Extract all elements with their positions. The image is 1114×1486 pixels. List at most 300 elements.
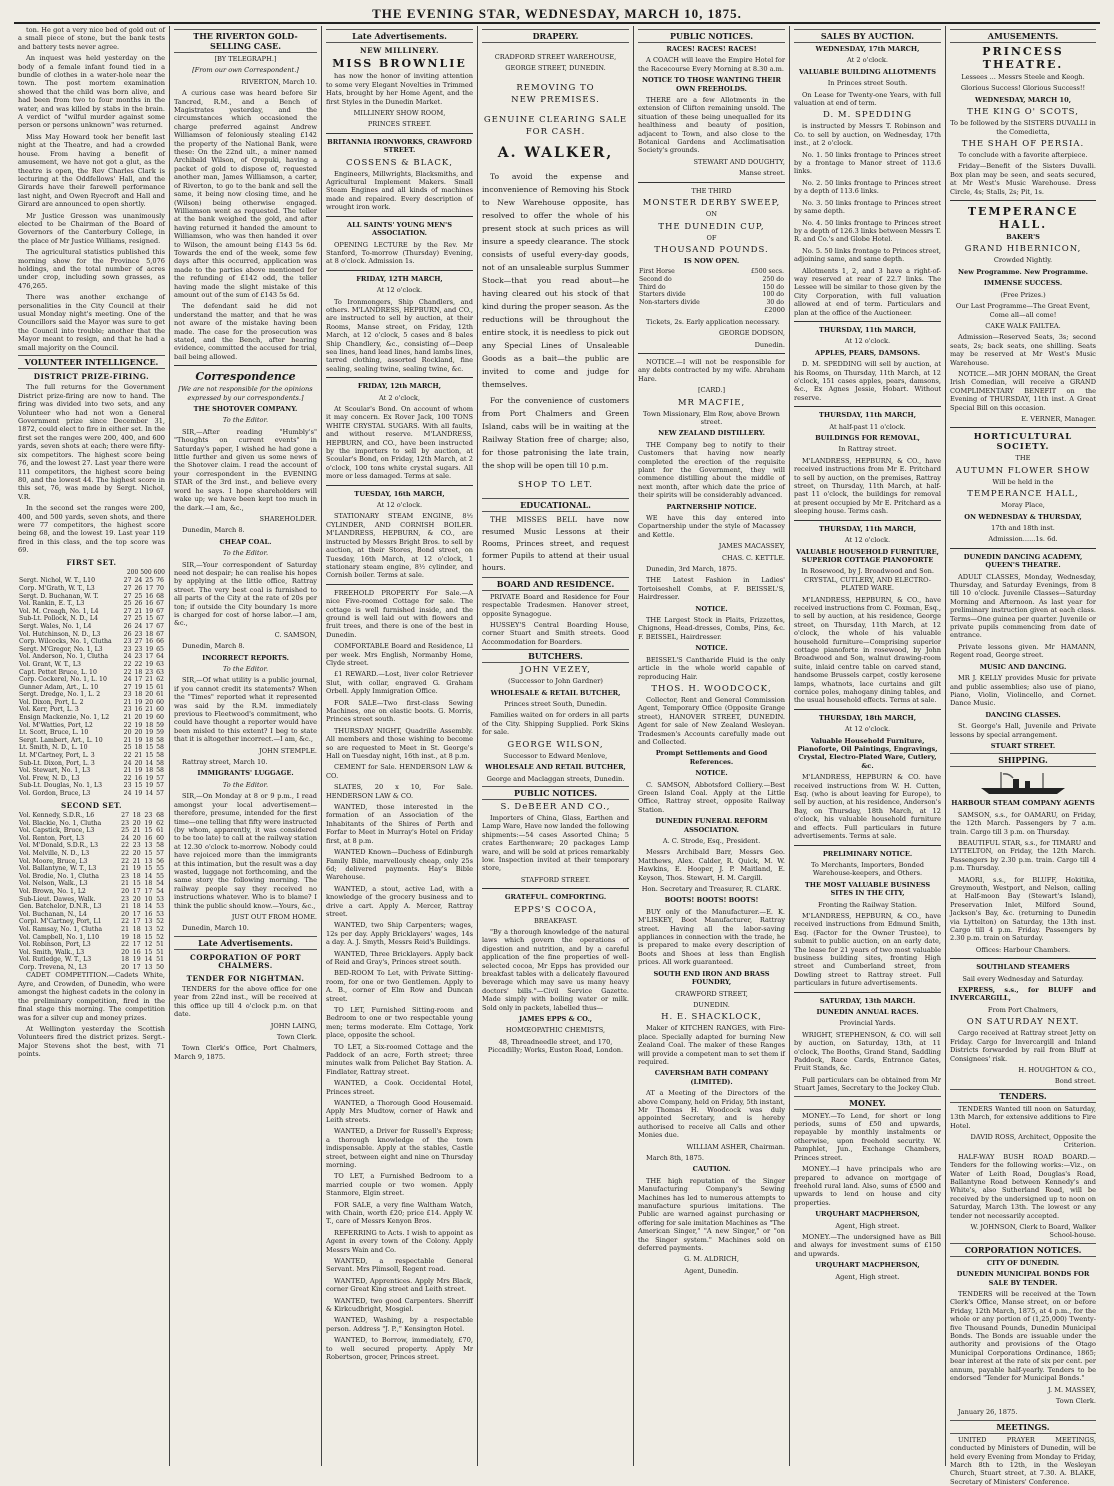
- amusements-heading: AMUSEMENTS.: [950, 29, 1096, 43]
- show-days: ON WEDNESDAY & THURSDAY,: [964, 512, 1082, 521]
- table-cell: Vol. Dixon, Port, L. 2: [19, 698, 84, 706]
- sale-5-time: At 12 o'clock.: [844, 725, 891, 734]
- table-cell: 18: [144, 880, 153, 888]
- table-cell: 21: [123, 714, 132, 722]
- column-5: [634, 26, 790, 1466]
- table-cell: 25: [123, 600, 132, 608]
- table-cell: 23: [134, 653, 143, 661]
- tender-1: TENDERS Wanted till noon on Saturday, 13th March, for extensive additions to Fire Hotel.: [950, 1104, 1096, 1130]
- score-row: [18, 911, 165, 919]
- score-row: [18, 827, 165, 835]
- table-cell: Corp. Wilcocks, No. 1, Clutha: [19, 638, 112, 646]
- table-cell: 17: [132, 941, 141, 949]
- table-cell: 65: [156, 645, 164, 653]
- table-cell: 20: [121, 948, 130, 956]
- debts-notice: NOTICE.—I will not be responsible for any debts contracted by my wife. Abraham Hare.: [638, 357, 785, 383]
- table-cell: 55: [156, 872, 164, 880]
- table-cell: 60: [156, 706, 164, 714]
- table-cell: 55: [156, 865, 164, 873]
- table-cell: 20: [145, 691, 154, 699]
- cossens-name: COSSENS & BLACK,: [346, 157, 453, 168]
- hibernicon: GRAND HIBERNICON,: [964, 244, 1082, 255]
- shacklock-body: Maker of KITCHEN RANGES, with Fire-place. Specially adapted for burning New Zealand Coal. The maker of these Ranges will provide a competent man to set them if required.: [638, 1024, 785, 1066]
- macfie-body: Town Missionary, Elm Row, above Brown street.: [643, 409, 780, 426]
- table-cell: 15: [132, 880, 141, 888]
- sale-5-date: THURSDAY, 18th MARCH,: [818, 713, 917, 722]
- table-cell: 51: [156, 956, 164, 964]
- score-row: [18, 858, 165, 866]
- city-of-dunedin: CITY OF DUNEDIN.: [986, 1258, 1060, 1267]
- table-cell: 16: [145, 600, 154, 608]
- letter-title: CHEAP COAL.: [219, 537, 272, 546]
- table-cell: 54: [156, 880, 164, 888]
- table-cell: 20: [121, 910, 130, 918]
- table-cell: 68: [156, 592, 164, 600]
- table-cell: 50: [156, 963, 164, 971]
- letter-sign: C. SAMSON,: [274, 630, 317, 639]
- harbour-heading: HARBOUR STEAM COMPANY AGENTS: [951, 799, 1095, 808]
- prize-paragraph: The full returns for the Government District prize-firing are now to hand. The firing was divided into two sets, and any Volunteer who had not won a General Government prize since December 31, 1872, could elect to fire in either set. In the first set the ranges were 200, 400, and 600 yards, seven shots at each; there were fifty-six competitors. The highest score being 76, and the lowest 27. Last year there were 111 competitors, the highest score being 80, and the lowest 44. The highest score in this set, 76, was made by Sergt. Nichol, V.R.: [18, 383, 165, 501]
- letter-title: INCORRECT REPORTS.: [202, 653, 289, 662]
- notice-3-heading: NOTICE.: [695, 644, 728, 653]
- score-row: [18, 880, 165, 888]
- corporation-heading: CORPORATION NOTICES.: [950, 1243, 1096, 1257]
- bonds-body: TENDERS will be received at the Town Clerk's Office, Manse street, on or before Friday, 12th March, 1875, at 4 p.m., for the whole or any portion of (1,25,000) Twenty-five Thousand Pounds, Dunedin Municipal Bonds. The Bonds are issuable under the authority and provisions of the Otago Municipal Corporations Ordinance, 1865; bear interest at the rate of six per cent. per annum, payable half-yearly. Tenders to be endorsed "Tender for Municipal Bonds.": [950, 1290, 1096, 1383]
- notice-2-heading: NOTICE.: [695, 604, 728, 613]
- partner-date: Dunedin, 3rd March, 1875.: [646, 565, 737, 574]
- table-cell: 19: [145, 714, 154, 722]
- table-cell: 27: [123, 577, 132, 585]
- table-cell: Vol. M'Watties, Port, L2: [19, 721, 93, 729]
- table-cell: 19: [134, 767, 143, 775]
- table-cell: 25: [145, 577, 154, 585]
- table-cell: Vol. Kennedy, S.D.R., L6: [19, 812, 95, 819]
- table-cell: 51: [156, 941, 164, 949]
- table-cell: 51: [156, 948, 164, 956]
- moran-notice: NOTICE.—MR JOHN MORAN, the Great Irish Comedian, will receive a GRAND COMPLIMENTARY BENEFIT on the Evening of THURSDAY, 11th inst. A Great Special Bill on this occasion.: [950, 369, 1096, 412]
- tender-date: Town Clerk's Office, Port Chalmers, March 9, 1875.: [174, 1044, 317, 1061]
- table-cell: 19: [121, 933, 130, 941]
- table-cell: 62: [156, 676, 164, 684]
- tender-2: HALF-WAY BUSH ROAD BOARD.—Tenders for the following works:—Viz., on Water of Leith Road, Douglas's Road, Ballantyne Road between Kennedy's and White's, also Sutherland Road, will be received by the undersigned up to noon on Saturday, March 13th. The lowest or any tender not necessarily accepted.: [950, 1152, 1096, 1220]
- warehouse-name: CRADFORD STREET WAREHOUSE,: [494, 53, 617, 61]
- table-cell: 59: [156, 729, 164, 737]
- small-ad: WANTED, two Ship Carpenters; wages, 12s per day. Apply Bricklayers' wages, 14s a day. A. J. Smyth, Messrs Reid's Buildings.: [326, 921, 473, 947]
- table-cell: 23: [144, 812, 153, 819]
- table-cell: Gen. Batchelor, D.N.R., L3: [19, 903, 102, 911]
- table-cell: 15: [144, 849, 153, 857]
- riverton-paragraphs: [174, 89, 317, 361]
- table-cell: 16: [144, 834, 153, 842]
- table-cell: 18: [132, 903, 141, 911]
- sale-body: At Scoular's Bond. On account of whom it may concern. Ex Rover Jack, 100 TONS WHITE CRYSTAL SUGARS. With all faults, and without reserve. M'LANDRESS, HEPBURN, and CO., have been instructed by the importers to sell by auction, at Scoular's Bond, on Friday, 12th March, at 2 o'clock, 100 tons white crystal sugars. All more or less damaged. Terms at sale.: [326, 405, 473, 481]
- sale-1-foot: Allotments 1, 2, and 3 have a right-of-way reserved at rear of 22.7 links. The Lessee will be similar to those given by the City Corporation, with full valuation allowed at end of term. Particulars and plan at the office of the Auctioneer.: [794, 266, 941, 317]
- small-ad: FREEHOLD PROPERTY For Sale.—A nice Five-roomed Cottage for sale. The cottage is well furnished inside, and the ground is well laid out with flowers and fruit trees, and there is one of the best in Dunedin.: [326, 588, 473, 639]
- massey-date: January 26, 1875.: [958, 1408, 1018, 1417]
- dodson-town: Dunedin.: [754, 340, 785, 349]
- moray-place: Moray Place,: [1001, 501, 1045, 510]
- table-cell: 14: [145, 759, 154, 767]
- table-cell: Corp. Trevena, N., L3: [19, 963, 87, 971]
- table-cell: 23: [123, 638, 132, 646]
- table-cell: 57: [156, 790, 164, 797]
- table-cell: 14: [145, 790, 154, 797]
- sale-6-title: THE MOST VALUABLE BUSINESS SITES IN THE CITY,: [804, 880, 931, 898]
- table-cell: 27: [123, 615, 132, 623]
- table-cell: 22: [123, 752, 132, 760]
- score-row: [18, 888, 165, 896]
- table-cell: 70: [156, 584, 164, 592]
- sweep-on: ON: [705, 210, 718, 219]
- table-cell: 20: [121, 887, 130, 895]
- table-cell: 19: [132, 956, 141, 964]
- sweep-monster: MONSTER DERBY SWEEP,: [642, 198, 781, 209]
- small-ad: WANTED, a Thorough Good Housemaid. Apply Mrs Mudtow, corner of Hawk and Leith streets.: [326, 1099, 473, 1124]
- table-cell: 22: [123, 660, 132, 668]
- table-cell: First Horse: [639, 268, 675, 276]
- table-cell: 22: [134, 660, 143, 668]
- king-o-scots: THE KING O' SCOTS,: [967, 107, 1079, 118]
- dancing-body: ADULT CLASSES, Monday, Wednesday, Thursday, and Saturday Evenings, from 8 till 10 o'clock. Juvenile Classes—Saturday Morning and Afternoon. As last year for preliminary instruction given at each class. Terms—One guinea per quarter. Juvenile or private pupils commencing from date of entrance.: [950, 572, 1096, 640]
- educational-heading: EDUCATIONAL.: [482, 498, 629, 512]
- sale-4-sub: In Rosewood, by J. Broadwood and Son. CRYSTAL, CUTLERY, AND ELECTRO-PLATED WARE.: [801, 567, 934, 593]
- table-cell: 22: [123, 774, 132, 782]
- table-cell: 68: [156, 812, 164, 819]
- table-cell: 24: [121, 834, 130, 842]
- dodson-name: GEORGE DODSON,: [719, 329, 785, 338]
- table-cell: Capt. Pettet Bruce, L. 10: [19, 668, 97, 676]
- closing-paragraph: CADET COMPETITION.—Cadets White, Ayre, and Crowden, of Dunedin, who were amongst the highest cadets in the colony in the preliminary competition, fired in the final stage this morning. The competition was for a silver cup and money prizes.: [18, 971, 165, 1022]
- table-cell: 15: [145, 683, 154, 691]
- table-cell: 26: [123, 622, 132, 630]
- small-ads-list: [326, 589, 473, 1362]
- sale-3-sub: In Rattray street.: [838, 445, 897, 454]
- table-cell: 62: [156, 819, 164, 827]
- table-cell: 57: [156, 774, 164, 782]
- table-cell: 10: [144, 895, 153, 903]
- letters-list: [174, 405, 317, 933]
- table-cell: 16: [144, 910, 153, 918]
- table-cell: 23: [121, 895, 130, 903]
- showroom: MILLINERY SHOW ROOM,: [353, 109, 446, 118]
- sweep-of: OF: [706, 233, 717, 242]
- glorious: Glorious Success! Glorious Success!!: [960, 84, 1086, 93]
- baths-heading: CAVERSHAM BATH COMPANY (LIMITED).: [654, 1069, 769, 1086]
- sale-4-title: VALUABLE HOUSEHOLD FURNITURE, SUPERIOR COTTAGE PIANOFORTE: [796, 547, 939, 564]
- temperance-hall: TEMPERANCE HALL.: [967, 205, 1079, 232]
- score-row: [18, 615, 165, 623]
- sale-7-sub: Provincial Yards.: [839, 1019, 896, 1028]
- letter-sign: SHAREHOLDER.: [259, 514, 317, 523]
- lot-item: No. 5. 50 links frontage to Princes street, adjoining same, and same depth.: [794, 246, 941, 264]
- corporation-heading: CORPORATION OF PORT CHALMERS.: [189, 952, 302, 971]
- lots-list: [794, 151, 941, 264]
- table-cell: 30 do: [766, 298, 784, 306]
- table-cell: 13: [144, 925, 153, 933]
- money-ad-2: MONEY.—I have principals who are prepared to advance on mortgage of freehold rural land. Also, sums of £500 and upwards to lend on house and city properties.: [794, 1165, 941, 1207]
- southend-heading: SOUTH END IRON AND BRASS FOUNDRY,: [653, 969, 770, 987]
- money-heading: MONEY.: [794, 1096, 941, 1110]
- table-cell: Sergt. D. Buchanan, W. T.: [19, 592, 99, 600]
- walker-body: To avoid the expense and inconvenience of Removing his Stock to New Warehouse opposite, has resolved to offer the whole of his present stock at such prices as will insure a speedy clearance. The stock consists of useful every-day goods, not of an unsaleable surplus Summer Stock—that you read about—he having cleared out his stock of that kind during the proper season. As the reductions will be throughout the entire stock, it is needless to pick out any Special Lines of Unsaleable Goods as a bait—the public are invited to come and judge for themselves.: [482, 171, 629, 389]
- verner: E. VERNER, Manager.: [1021, 414, 1096, 423]
- table-cell: Corp. M'Grath, W. T., L3: [19, 584, 95, 592]
- small-ad: WANTED, to Borrow, immediately, £70, to well secured property. Apply Mr Robertson, grocer, Princes street.: [326, 1336, 473, 1362]
- second-set-table: [18, 812, 165, 971]
- table-cell: 15: [145, 752, 154, 760]
- walker-name: A. WALKER,: [497, 144, 614, 161]
- table-cell: 53: [156, 895, 164, 903]
- table-cell: 22: [121, 849, 130, 857]
- table-cell: 22: [123, 721, 132, 729]
- table-cell: 16: [145, 592, 154, 600]
- score-row: [18, 835, 165, 843]
- massey-sub: Town Clerk.: [1055, 1396, 1096, 1405]
- public-notices-heading: PUBLIC NOTICES.: [482, 786, 629, 800]
- table-cell: 21: [123, 698, 132, 706]
- table-cell: 20: [132, 819, 141, 827]
- last-programme: Our Last Programme—The Great Event, Come all—all come!: [955, 302, 1091, 319]
- table-cell: 15: [144, 827, 153, 835]
- score-row: [18, 918, 165, 926]
- table-cell: 57: [156, 782, 164, 790]
- table-cell: 13: [144, 857, 153, 865]
- removing: REMOVING TO: [516, 82, 595, 93]
- table-cell: 20: [123, 729, 132, 737]
- score-row: [18, 623, 165, 631]
- epps-firm-sub: HOMŒOPATHIC CHEMISTS,: [505, 1026, 606, 1035]
- sale-5-body: M'LANDRESS, HEPBURN & CO. have received instructions from W. H. Cutten, Esq. (who is about leaving for Europe), to sell by auction, at his residence, Anderson's Bay, on Thursday, 18th March, at 12 o'clock, his valuable household furniture and effects. Full particulars in future advertisements. Terms at sale.: [794, 773, 941, 841]
- dunedin-label: DUNEDIN.: [693, 1000, 730, 1009]
- kelly: MR J. KELLY provides Music for private and public assemblies; also use of piano, Piano, Violin, Violincello, and Cornet. Dance Music.: [950, 674, 1096, 708]
- shah: THE SHAH OF PERSIA.: [961, 139, 1085, 150]
- sale-1-body: On Lease for Twenty-one Years, with full valuation at end of term.: [794, 90, 941, 108]
- prize-row: [638, 291, 785, 299]
- score-row: [18, 737, 165, 745]
- hamann: Private lessons given. Mr HAMANN, Regent road, George street.: [950, 642, 1096, 660]
- tenders-heading: TENDERS.: [950, 1089, 1096, 1103]
- houghton-sub: Bond street.: [1054, 1077, 1096, 1086]
- sale-2-date: THURSDAY, 11th MARCH,: [818, 325, 917, 334]
- show-dates: 17th and 18th inst.: [991, 524, 1055, 532]
- table-cell: Vol. Stewart, No. 1, L3: [19, 767, 91, 775]
- sale-1-date: WEDNESDAY, 17th MARCH,: [815, 45, 920, 53]
- table-cell: 23: [123, 782, 132, 790]
- table-cell: Sub-Lt. Pollock, N. D., L4: [19, 615, 98, 623]
- brownlie-name: MISS BROWNLIE: [332, 57, 467, 71]
- table-cell: Vol. Frew, N. D., L3: [19, 774, 80, 782]
- table-cell: 22: [123, 668, 132, 676]
- score-row: [18, 896, 165, 904]
- sale-2-title: APPLES, PEARS, DAMSONS.: [815, 348, 920, 357]
- letter-title: THE SHOTOVER COMPANY.: [193, 405, 298, 414]
- table-cell: Sergt. Nichol, W. T., L10: [19, 577, 96, 585]
- small-ad: WANTED, a Cook. Occidental Hotel, Princes street.: [326, 1079, 473, 1096]
- column-4: [478, 26, 634, 1466]
- wilson-name: GEORGE WILSON,: [507, 739, 604, 750]
- table-cell: 25: [123, 744, 132, 752]
- letter-to: To the Editor.: [222, 416, 269, 425]
- table-cell: 61: [156, 683, 164, 691]
- masthead: THE EVENING STAR, WEDNESDAY, MARCH 10, 1875.: [14, 6, 1100, 24]
- score-row: [18, 820, 165, 828]
- sweep-third: THE THIRD: [691, 186, 732, 195]
- freehold-sign: STEWART AND DOUGHTY,: [693, 157, 785, 166]
- table-cell: 21: [132, 857, 141, 865]
- table-cell: 23: [123, 691, 132, 699]
- riverton-paragraph: The defendant said he did not understand the matter, and that he was not aware of the mistake having been made. The case for the prosecution was stated, and the Bench, after hearing evidence, committed the accused for trial, bail being allowed.: [174, 302, 317, 361]
- table-cell: 16: [132, 948, 141, 956]
- table-cell: 20: [132, 834, 141, 842]
- lot-item: No. 3. 50 links frontage to Princes street by same depth.: [794, 198, 941, 216]
- letter-date: Dunedin, March 8.: [182, 642, 245, 651]
- table-cell: 22: [121, 941, 130, 949]
- autumn-show: AUTUMN FLOWER SHOW: [955, 465, 1091, 476]
- small-ad: WANTED, a Driver for Russell's Express; a thorough knowledge of the town indispensable. Apply at the stables, Castle street, between eight and nine on Thursday morning.: [326, 1127, 473, 1169]
- epps-sub: BREAKFAST.: [533, 916, 578, 925]
- table-cell: Sergt. Wales, No. 1, L4: [19, 622, 92, 630]
- sale-time: At 12 o'clock.: [376, 501, 423, 510]
- table-cell: 24: [134, 577, 143, 585]
- table-cell: 23: [123, 706, 132, 714]
- sale-6-sub: To Merchants, Importers, Bonded Warehouse-keepers, and Others.: [811, 860, 924, 878]
- table-cell: Vol. Renton, Port, L3: [19, 834, 85, 842]
- boots-body: BUY only of the Manufacturer.—E. K. M'LISKEY, Boot Manufacturer, Rattray street. Having all the labor-saving appliances in connection with the trade, he is prepared to make every description of Boots and Shoes at less than English prices. All work guaranteed.: [638, 907, 785, 967]
- table-cell: 22: [121, 857, 130, 865]
- baths-date: March 8th, 1875.: [646, 1154, 705, 1162]
- score-row: [18, 790, 165, 798]
- table-cell: Vol. Robinson, Port, L3: [19, 941, 91, 949]
- letter-date: Rattray street, March 10.: [182, 758, 268, 767]
- convenience-note: For the convenience of customers from Port Chalmers and Green Island, cabs will be in waiting at the Railway Station free of charge; also, for those patronising the late train, the shop will be open till 10 p.m.: [482, 395, 629, 470]
- table-cell: 24: [123, 759, 132, 767]
- table-cell: 52: [156, 918, 164, 926]
- news-paragraph: Miss May Howard took her benefit last night at the Theatre, and had a crowded house. From having a benefit of amusement, we have not got a glut, as the theatre is open, the Rev Charles Clark is lecturing at the Oddfellows' Hall, and the Girards have their farewell performance last night, and Owen Ryecroft and Hall and Girard are announced to open shortly.: [18, 132, 165, 209]
- letter-sign: JUST OUT FROM HOME.: [231, 912, 317, 921]
- southland-sub: Sail every Wednesday and Saturday.: [962, 974, 1084, 983]
- score-row: [18, 926, 165, 934]
- urquhart-name: URQUHART MACPHERSON,: [815, 1210, 920, 1219]
- tender-heading: TENDER FOR NIGHTMAN.: [186, 973, 305, 983]
- table-cell: 56: [156, 857, 164, 865]
- table-cell: 18: [145, 767, 154, 775]
- table-cell: 23: [134, 645, 143, 653]
- sale-2-time: At 12 o'clock.: [844, 337, 891, 346]
- table-cell: 22: [121, 918, 130, 926]
- classes-heading: DANCING CLASSES.: [985, 710, 1061, 719]
- funeral-body: Messrs Archibald Barr, Messrs Geo. Matthews, Alex. Calder, R. Quick, M. W. Hawkins, E. Hooper, J. P. Maitland, E. Keyson, Thos. Stewart, H. M. Cargill.: [638, 848, 785, 882]
- notice-2-body: THE Largest Stock in Plaits, Frizzettes, Chignons, Head-dresses, Combs, Pins, &c. F. BEISSEL, Hairdresser.: [638, 616, 785, 641]
- sale-7-date: SATURDAY, 13th MARCH.: [819, 996, 916, 1005]
- freehold-body: THERE are a few Allotments in the extension of Clifton remaining unsold. The situation of these being unequalled for its healthiness and beauty of position, adjacent to Town, and also close to the Botanical Gardens and Acclimatisation Society's grounds.: [638, 96, 785, 155]
- prize-row: [638, 284, 785, 292]
- table-cell: Vol. Capstick, Bruce, L3: [19, 827, 95, 835]
- score-row: [18, 842, 165, 850]
- score-row: [18, 812, 165, 820]
- bonds-heading: DUNEDIN MUNICIPAL BONDS FOR SALE BY TENDER.: [956, 1270, 1090, 1287]
- volunteer-heading: VOLUNTEER INTELLIGENCE.: [18, 355, 165, 369]
- table-cell: Vol. M. Creagh, No. 1, L4: [19, 607, 99, 615]
- table-cell: 60: [156, 698, 164, 706]
- table-cell: 23: [134, 630, 143, 638]
- macfie-name: MR MACFIE,: [677, 397, 746, 408]
- table-cell: 20: [134, 759, 143, 767]
- conclude: To conclude with a favorite afterpiece.: [958, 151, 1088, 160]
- benefit: Friday—Benefit of the Sisters Duvalli. Box plan may be seen, and seats secured, at Mr West's Music Warehouse. Dress Circle, 4s; Stalls, 2s; Pit, 1s.: [950, 162, 1096, 196]
- table-cell: 22: [121, 842, 130, 850]
- table-cell: Vol. Rankin, E. T., L3: [19, 600, 85, 608]
- table-cell: 21: [121, 865, 130, 873]
- small-ad: THURSDAY NIGHT, Quadrille Assembly. All members and those wishing to become so are requested to Meet in St. George's Hall on Tuesday night, 16th inst., at 8 p.m.: [326, 726, 473, 761]
- table-cell: 18: [145, 630, 154, 638]
- boots-heading: BOOTS! BOOTS! BOOTS!: [664, 896, 759, 905]
- table-cell: 21: [145, 706, 154, 714]
- table-cell: 58: [156, 759, 164, 767]
- new-programme: New Programme. New Programme.: [958, 267, 1088, 276]
- table-cell: 67: [156, 607, 164, 615]
- table-cell: 27: [121, 812, 130, 819]
- letter-sign: JOHN STEMPLE.: [259, 746, 317, 755]
- score-row: [18, 949, 165, 957]
- score-row: [18, 729, 165, 737]
- express-date: ON SATURDAY NEXT.: [966, 1017, 1080, 1028]
- score-row: [18, 934, 165, 942]
- sale-5-title: Valuable Household Furniture, Pianoforte, Oil Paintings, Engravings, Crystal, Electro-Plated Ware, Cutlery, &c.: [797, 736, 938, 770]
- woodcock-name: THOS. H. WOODCOCK,: [651, 683, 772, 694]
- table-cell: Starters divide: [639, 291, 686, 299]
- southland: SOUTHLAND STEAMERS: [976, 963, 1070, 972]
- score-row: [18, 722, 165, 730]
- sale-4-date: THURSDAY, 11th MARCH,: [818, 524, 917, 533]
- table-cell: 250 do: [762, 275, 784, 283]
- board-ad-2: HUSSEY'S Central Boarding House, corner Stuart and Smith streets. Good Accommodation for Boarders.: [482, 621, 629, 646]
- column-2: [170, 26, 322, 1466]
- news-paragraph: Mr Justice Gresson was unanimously elected to be Chairman of the Board of Governors of the Canterbury College, in the place of Mr Justice Williams, resigned.: [18, 211, 165, 245]
- score-row: [18, 691, 165, 699]
- table-cell: 60: [156, 834, 164, 842]
- notice-3-body: BEISSEL'S Cantharide Fluid is the only article in the whole world capable of reproducing Hair.: [638, 655, 785, 681]
- allsaints-heading: ALL SAINTS' YOUNG MEN'S ASSOCIATION.: [347, 220, 452, 238]
- small-ad: TO LET, Furnished Sitting-room and Bedroom to one or two respectable young men; terms moderate. Elm Cottage, York place, opposite the school.: [326, 1006, 473, 1040]
- table-cell: 14: [144, 903, 153, 911]
- drapery-heading: DRAPERY.: [482, 29, 629, 43]
- table-cell: 19: [145, 774, 154, 782]
- column-1: [14, 26, 170, 1466]
- table-cell: Sergt. Lambert, Art., L. 10: [19, 736, 103, 744]
- table-cell: 63: [156, 668, 164, 676]
- tender-role: Town Clerk.: [276, 1033, 317, 1042]
- riverton-paragraph: A curious case was heard before Sir Tancred, R.M., and a Bench of Magistrates yesterday, and the circumstances which occasioned the charge preferred against Andrew Williamson of feloniously stealing £142 the property of the National Bank, were these: On the 22nd ult., a miner named Archibald Wilson, of Orepuki, having a packet of gold to dispose of, requested another man, James Williamson, a carter, of Riverton, to go to the bank and sell the same, it being now closing time, and he (Wilson) being otherwise engaged. Williamson went as requested. The teller at the bank weighed the gold, and after having returned it handed the amount to Williamson, who was then handed it over to Wilson, the amount being £143 5s 6d. Towards the end of the week, some few days after this occurred, application was made to the parties above mentioned for the refunding of £142 odd, the teller having made the slight mistake of this amount out of the sum of £143 5s 6d.: [174, 89, 317, 299]
- table-cell: 24: [123, 653, 132, 661]
- partnership-heading: PARTNERSHIP NOTICE.: [666, 502, 757, 511]
- table-cell: 21: [123, 736, 132, 744]
- followed: To be followed by the SISTERS DUVALLI in the Comedietta,: [950, 119, 1096, 136]
- partnership-body: WE have this day entered into Copartnership under the style of Macassey and Kettle.: [638, 514, 785, 539]
- public-notices-heading: PUBLIC NOTICES.: [638, 29, 785, 43]
- second-set-heading: SECOND SET.: [60, 800, 123, 810]
- score-row: [18, 767, 165, 775]
- letter-date: Dunedin, March 10.: [182, 924, 249, 933]
- table-cell: 27: [123, 607, 132, 615]
- millinery-body: has now the honor of inviting attention to some very Elegant Novelties in Trimmed Hats, brought by her Home Agent, and the first Styles in the Dunedin Market.: [326, 72, 473, 106]
- column-7: [946, 26, 1100, 1486]
- table-cell: Vol. Melville, N. D., L3: [19, 849, 90, 857]
- prize-paragraphs: [18, 383, 165, 554]
- sale-4-body: M'LANDRESS, HEPBURN, & CO., have received instructions from C. Foxman, Esq., to sell by auction, at his residence, George street, on Thursday, 11th March, at 12 o'clock, the whole of his valuable household furniture—Comprising superior cottage pianoforte in rosewood, by John Broadwood and Son, walnut drawing-room suite, inlaid centre table on carved stand, handsome Brussels carpet, costly kerosene lamps, whatnots, lace curtains and gilt cornice poles, mahogany dining tables, and the usual household effects. Terms at sale.: [794, 595, 941, 705]
- sale-6-sub2: Fronting the Railway Station.: [818, 900, 917, 909]
- score-row: [18, 661, 165, 669]
- table-cell: 18: [145, 736, 154, 744]
